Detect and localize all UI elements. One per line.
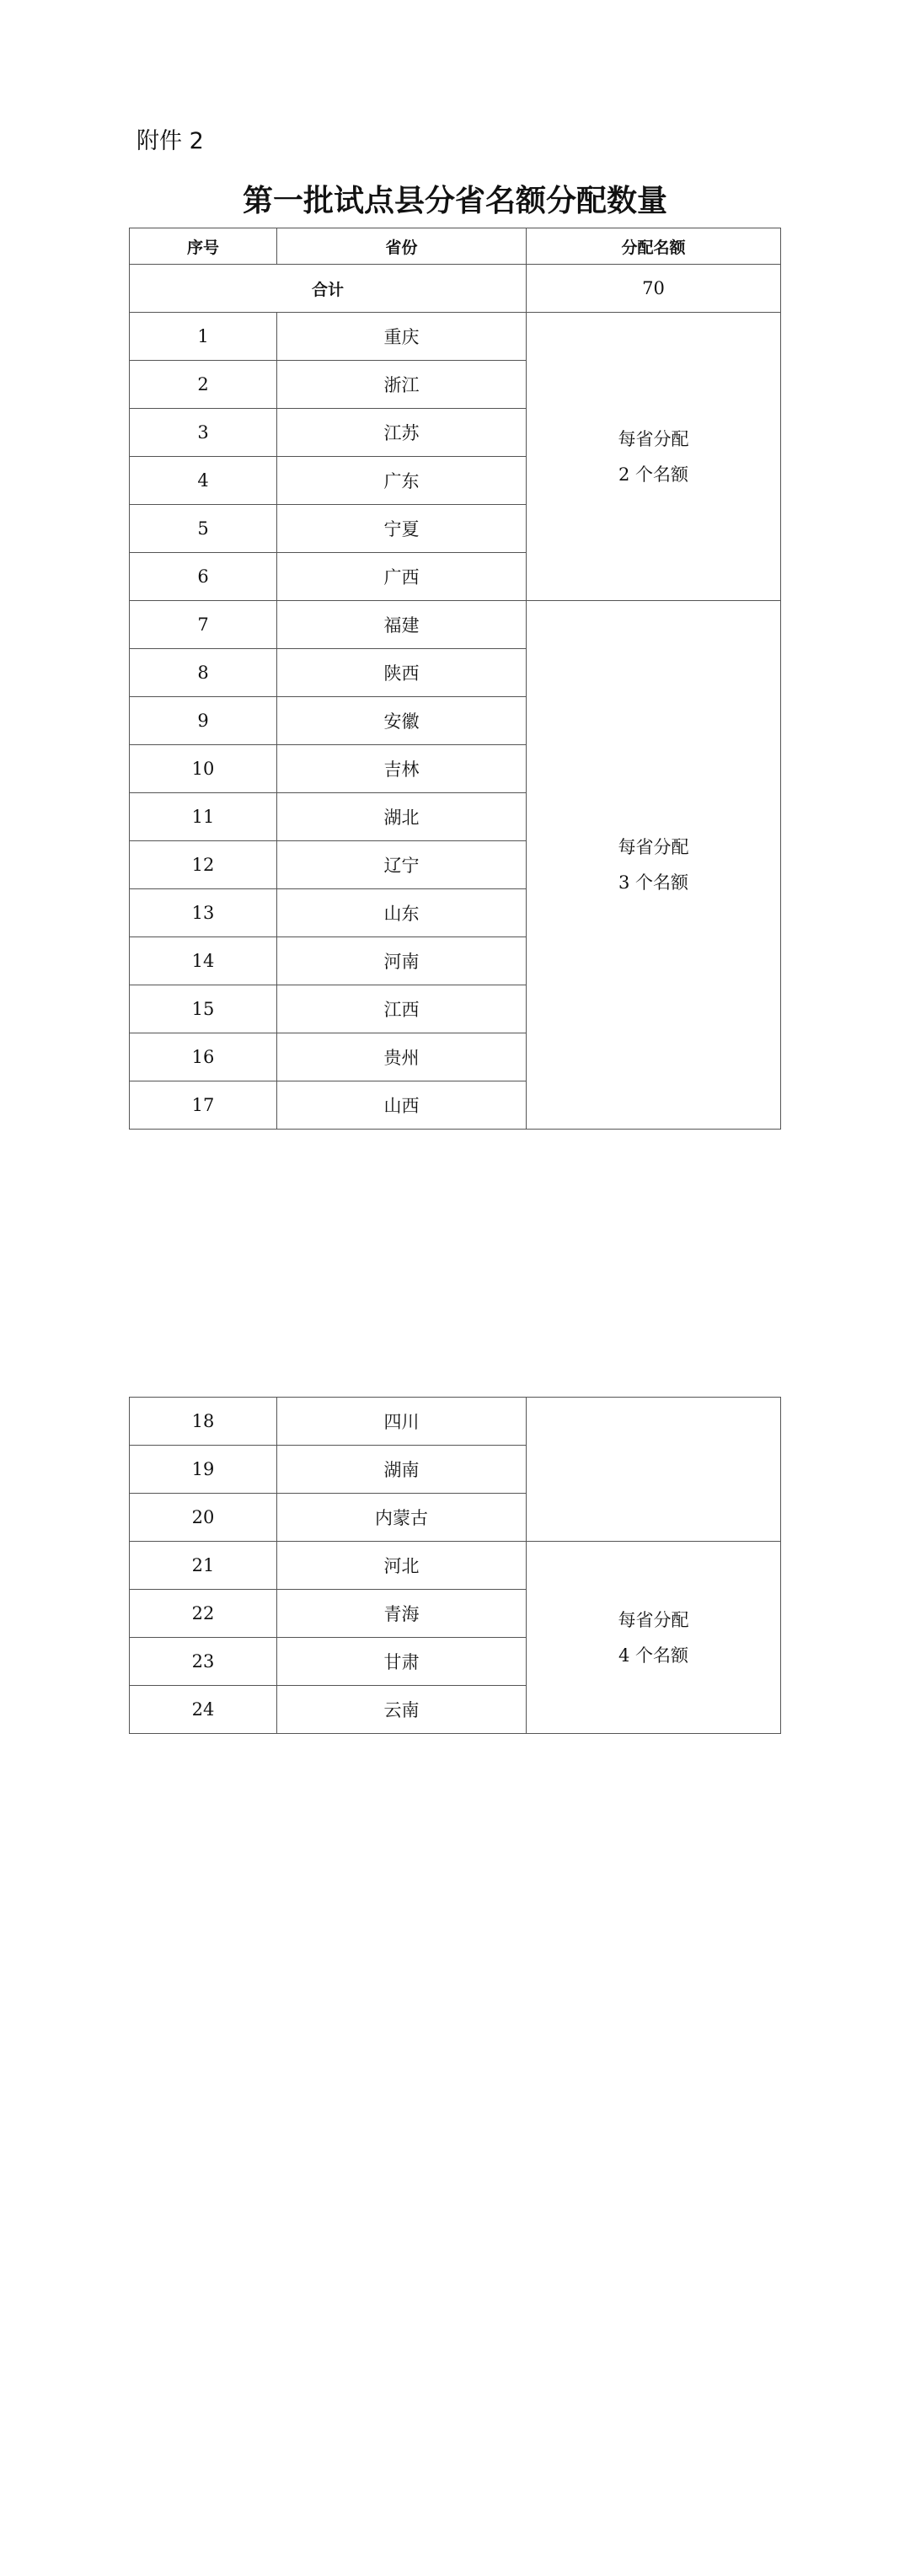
row-province: 河南 [277, 937, 527, 985]
row-province: 辽宁 [277, 841, 527, 889]
row-index: 12 [130, 841, 277, 889]
row-province: 山东 [277, 889, 527, 937]
page-title: 第一批试点县分省名额分配数量 [242, 183, 667, 218]
header-quota: 分配名额 [527, 228, 781, 265]
row-province: 重庆 [277, 313, 527, 361]
quota-group-line1: 每省分配 [618, 428, 689, 449]
row-index: 16 [130, 1033, 277, 1081]
table-row [130, 601, 781, 649]
table-row [130, 1398, 781, 1446]
row-index: 17 [130, 1081, 277, 1130]
row-index: 24 [130, 1686, 277, 1734]
header-province: 省份 [277, 228, 527, 265]
row-index: 10 [130, 745, 277, 793]
row-province: 湖南 [277, 1446, 527, 1494]
row-province: 广东 [277, 457, 527, 505]
row-index: 3 [130, 409, 277, 457]
total-label: 合计 [130, 265, 527, 313]
row-province: 陕西 [277, 649, 527, 697]
row-province: 江西 [277, 985, 527, 1033]
row-index: 8 [130, 649, 277, 697]
row-index: 5 [130, 505, 277, 553]
quota-group-line1: 每省分配 [618, 837, 689, 857]
table-row [130, 1542, 781, 1590]
row-index: 1 [130, 313, 277, 361]
row-index: 7 [130, 601, 277, 649]
row-index: 23 [130, 1638, 277, 1686]
quota-group-line2: 4 个名额 [618, 1645, 689, 1666]
quota-table-continued [129, 1397, 781, 1734]
row-index: 20 [130, 1494, 277, 1542]
row-province: 甘肃 [277, 1638, 527, 1686]
row-province: 江苏 [277, 409, 527, 457]
header-index: 序号 [130, 228, 277, 265]
row-province: 宁夏 [277, 505, 527, 553]
attachment-label: 附件 2 [136, 128, 204, 154]
row-province: 四川 [277, 1398, 527, 1446]
row-index: 13 [130, 889, 277, 937]
total-value: 70 [527, 265, 781, 313]
quota-group-cell [527, 313, 781, 601]
row-province: 福建 [277, 601, 527, 649]
quota-group-line1: 每省分配 [618, 1609, 689, 1630]
row-province: 吉林 [277, 745, 527, 793]
table-header-row [130, 228, 781, 265]
row-index: 22 [130, 1590, 277, 1638]
quota-group-line2: 2 个名额 [618, 464, 689, 485]
row-province: 湖北 [277, 793, 527, 841]
row-province: 贵州 [277, 1033, 527, 1081]
row-index: 15 [130, 985, 277, 1033]
row-province: 浙江 [277, 361, 527, 409]
row-index: 14 [130, 937, 277, 985]
row-index: 4 [130, 457, 277, 505]
row-province: 云南 [277, 1686, 527, 1734]
row-province: 内蒙古 [277, 1494, 527, 1542]
row-index: 11 [130, 793, 277, 841]
row-province: 安徽 [277, 697, 527, 745]
row-province: 河北 [277, 1542, 527, 1590]
row-index: 9 [130, 697, 277, 745]
total-row [130, 265, 781, 313]
row-province: 广西 [277, 553, 527, 601]
row-province: 青海 [277, 1590, 527, 1638]
row-index: 21 [130, 1542, 277, 1590]
quota-table [129, 228, 781, 1130]
row-province: 山西 [277, 1081, 527, 1130]
row-index: 2 [130, 361, 277, 409]
quota-group-cell [527, 601, 781, 1130]
table-row [130, 313, 781, 361]
row-index: 19 [130, 1446, 277, 1494]
quota-group-line2: 3 个名额 [618, 872, 689, 893]
row-index: 18 [130, 1398, 277, 1446]
quota-group-cell-continued [527, 1398, 781, 1542]
row-index: 6 [130, 553, 277, 601]
quota-group-cell [527, 1542, 781, 1734]
